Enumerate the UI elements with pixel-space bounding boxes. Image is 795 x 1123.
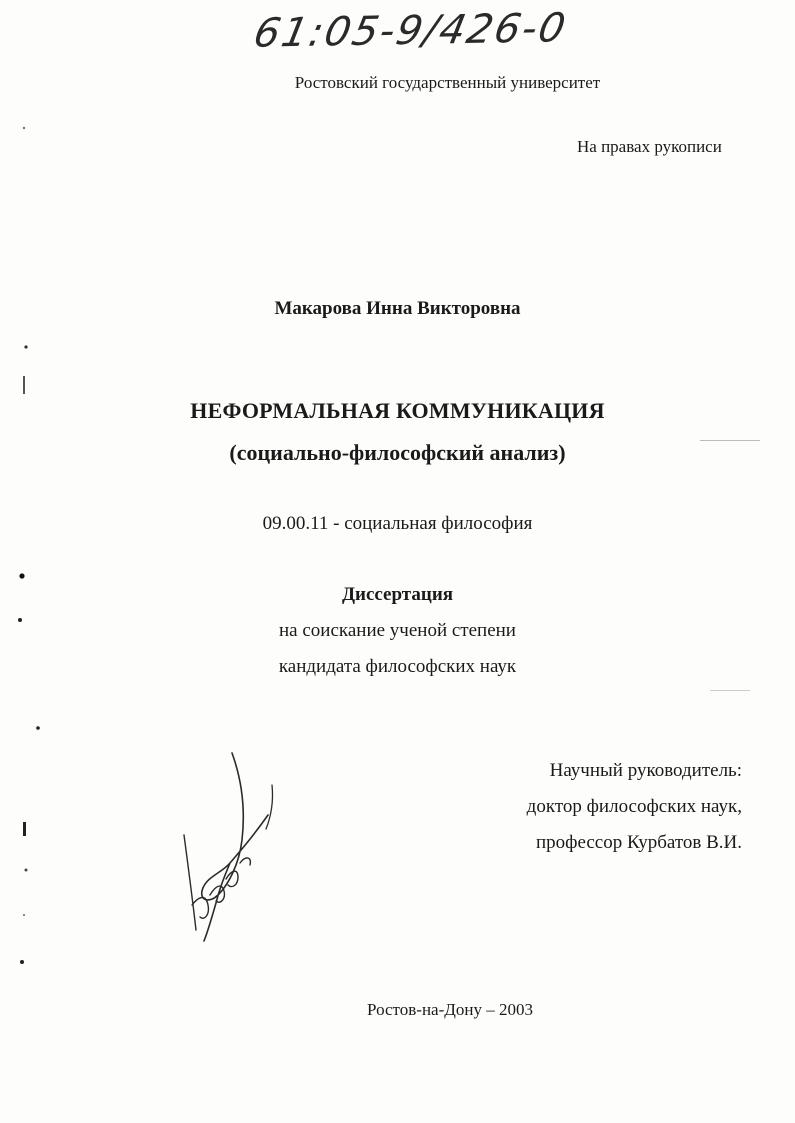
supervisor-degree: доктор философских наук,: [526, 796, 742, 817]
university-name: Ростовский государственный университет: [294, 73, 601, 92]
supervisor-label: Научный руководитель:: [549, 760, 742, 781]
dissertation-heading: Диссертация: [341, 584, 454, 605]
thesis-subtitle: (социально-философский анализ): [229, 440, 566, 465]
handwritten-archive-code: 61:05-9/426-0: [249, 5, 571, 57]
thesis-title: НЕФОРМАЛЬНАЯ КОММУНИКАЦИЯ: [190, 398, 605, 423]
supervisor-name: профессор Курбатов В.И.: [535, 832, 742, 853]
dissertation-degree-line2: кандидата философских наук: [278, 656, 517, 677]
rights-note: На правах рукописи: [577, 137, 722, 156]
specialty-code: 09.00.11 - социальная философия: [262, 513, 533, 534]
signature-icon: [170, 745, 300, 955]
city-year: Ростов-на-Дону – 2003: [367, 1000, 533, 1019]
dissertation-degree-line1: на соискание ученой степени: [279, 620, 516, 641]
author-name: Макарова Инна Викторовна: [274, 298, 521, 319]
